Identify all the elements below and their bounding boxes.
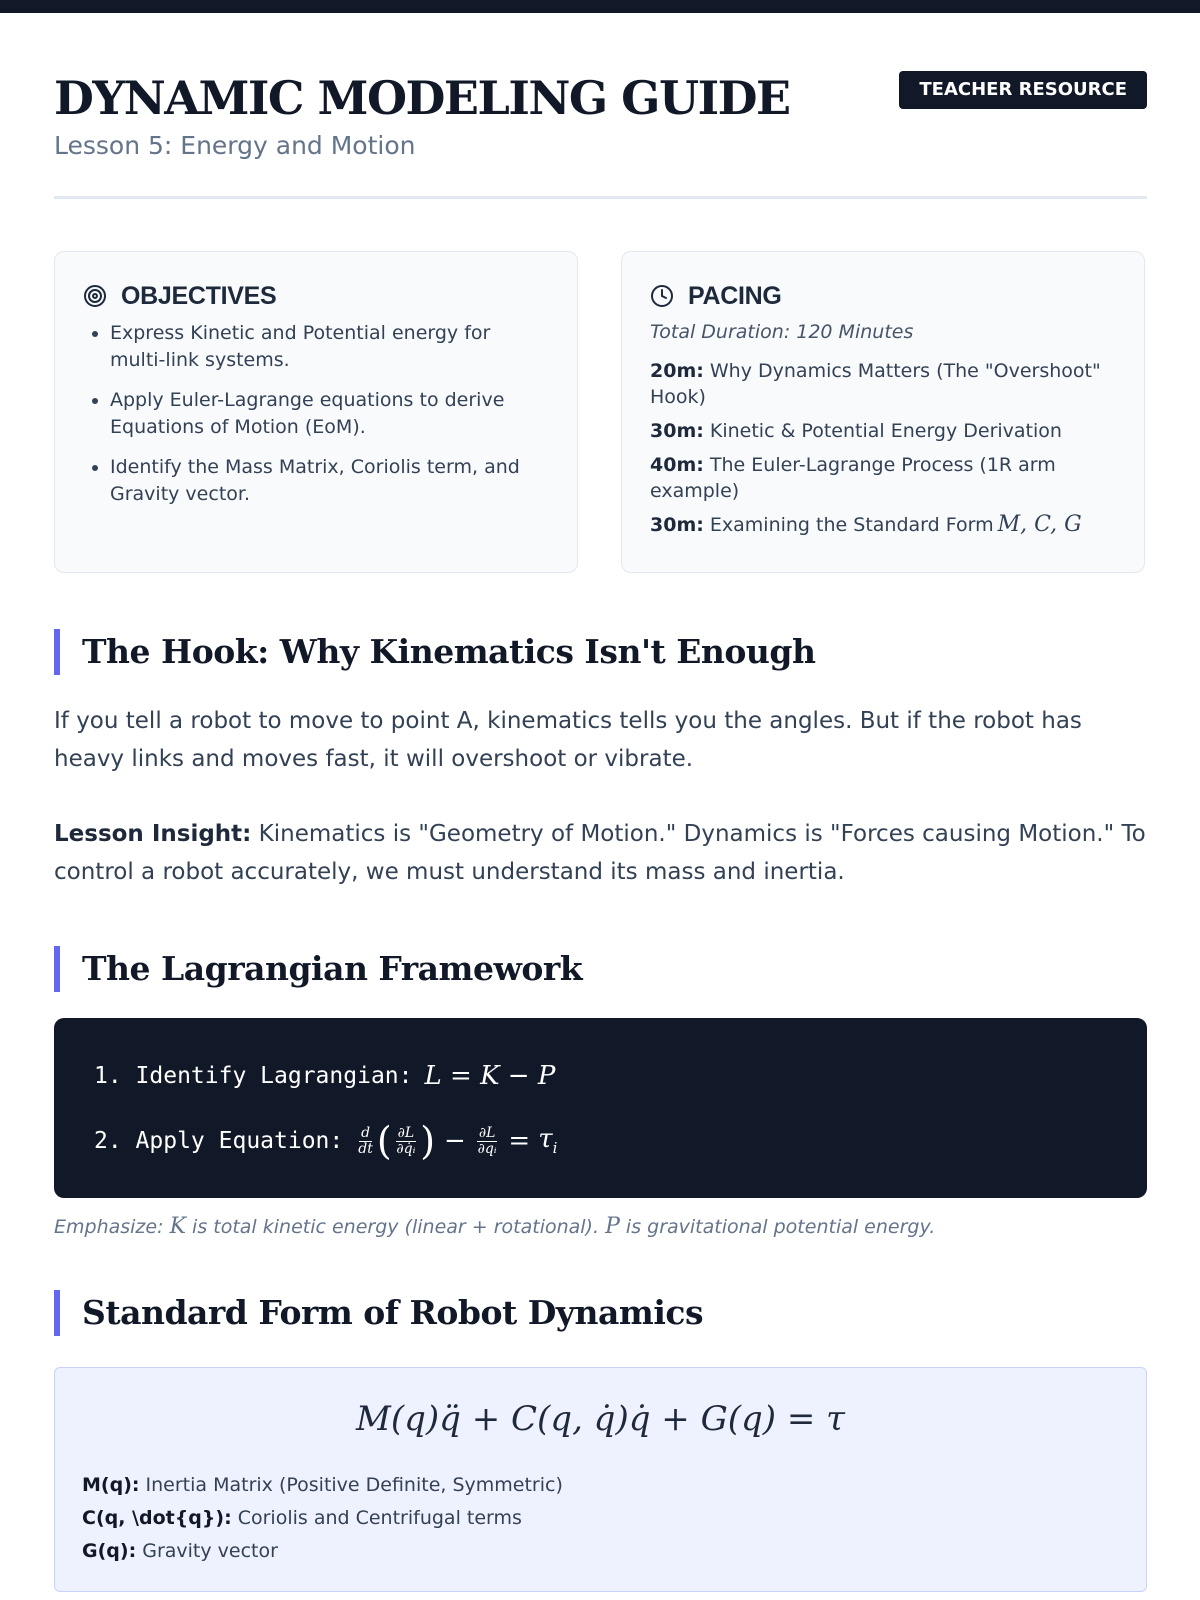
insight-text: Kinematics is "Geometry of Motion." Dynamics is "Forces causing Motion." To control a robot accurately, we must understand its mass and inertia. [54, 821, 1146, 885]
note-p: P [605, 1214, 620, 1239]
pacing-math: M, C, G [997, 512, 1082, 537]
teacher-resource-badge: TEACHER RESOURCE [899, 71, 1147, 109]
clock-icon [650, 284, 674, 308]
note-mid: is total kinetic energy (linear + rotational). [192, 1216, 600, 1238]
objectives-card [54, 251, 578, 573]
term-label: C(q, \dot{q}): [82, 1507, 232, 1529]
step-1-label: 1. Identify Lagrangian: [94, 1063, 413, 1089]
euler-lagrange-equation: $\frac{d}{dt}$ ( $\frac{\partial L}{\text{∂q̇ᵢ}}$ ) − $\frac{\partial L}{\text{∂qᵢ}}$ = $\tau_i$ [358, 1119, 558, 1163]
pacing-time: 30m: [650, 420, 704, 442]
top-bar [0, 0, 1200, 13]
standard-form-equation: M(q)q̈ + C(q, q̇)q̇ + G(q) = τ [356, 1399, 845, 1439]
term-text: Coriolis and Centrifugal terms [237, 1507, 522, 1529]
note-prefix: Emphasize: [54, 1216, 164, 1238]
pacing-row [650, 512, 1116, 538]
list-item: • Identify the Mass Matrix, Coriolis term, and Gravity vector. [110, 454, 549, 508]
step-2 [94, 1114, 557, 1168]
lagrangian-heading: The Lagrangian Framework [54, 946, 1147, 992]
insight-label: Lesson Insight: [54, 821, 252, 847]
lesson-insight [54, 815, 1147, 891]
term-text: Inertia Matrix (Positive Definite, Symmetric) [145, 1474, 563, 1496]
list-item: • Apply Euler-Lagrange equations to derive Equations of Motion (EoM). [110, 387, 549, 441]
lagrangian-equation: L = K − P [424, 1061, 556, 1091]
term-label: M(q): [82, 1474, 140, 1496]
term-text: Gravity vector [142, 1540, 278, 1562]
objectives-title: OBJECTIVES [121, 281, 277, 310]
list-item: • Express Kinetic and Potential energy for multi-link systems. [110, 320, 549, 374]
pacing-text: Kinetic & Potential Energy Derivation [709, 420, 1062, 442]
pacing-text: Why Dynamics Matters (The "Overshoot" Hook) [650, 360, 1101, 408]
step-1 [94, 1056, 555, 1096]
pacing-row [650, 418, 1116, 444]
header [54, 68, 1147, 199]
pacing-row [650, 452, 1116, 504]
note-end: is gravitational potential energy. [625, 1216, 936, 1238]
term-item [82, 1535, 563, 1568]
hook-paragraph: If you tell a robot to move to point A, kinematics tells you the angles. But if the robot has heavy links and moves fast, it will overshoot or vibrate. [54, 708, 1082, 772]
pacing-time: 20m: [650, 360, 704, 382]
pacing-duration: Total Duration: 120 Minutes [650, 321, 914, 343]
objectives-header [83, 278, 549, 314]
note-k: K [169, 1214, 186, 1239]
pacing-text: Examining the Standard Form [709, 514, 994, 536]
pacing-text: The Euler-Lagrange Process (1R arm example) [650, 454, 1056, 502]
hook-heading: The Hook: Why Kinematics Isn't Enough [54, 629, 1147, 675]
step-2-label: 2. Apply Equation: [94, 1128, 344, 1154]
pacing-time: 40m: [650, 454, 704, 476]
target-icon [83, 284, 107, 308]
objectives-list [83, 320, 549, 508]
emphasis-note [54, 1214, 935, 1239]
term-label: G(q): [82, 1540, 137, 1562]
standard-form-heading: Standard Form of Robot Dynamics [54, 1290, 1147, 1336]
term-item [82, 1502, 563, 1535]
pacing-title: PACING [688, 281, 782, 310]
lagrangian-steps-block [54, 1018, 1147, 1198]
standard-form-box [54, 1367, 1147, 1592]
pacing-row [650, 358, 1116, 410]
page-subtitle: Lesson 5: Energy and Motion [54, 131, 416, 160]
pacing-time: 30m: [650, 514, 704, 536]
pacing-card [621, 251, 1145, 573]
page-title: DYNAMIC MODELING GUIDE [54, 71, 790, 125]
standard-form-terms [82, 1469, 563, 1568]
term-item [82, 1469, 563, 1502]
pacing-header [650, 278, 1116, 314]
